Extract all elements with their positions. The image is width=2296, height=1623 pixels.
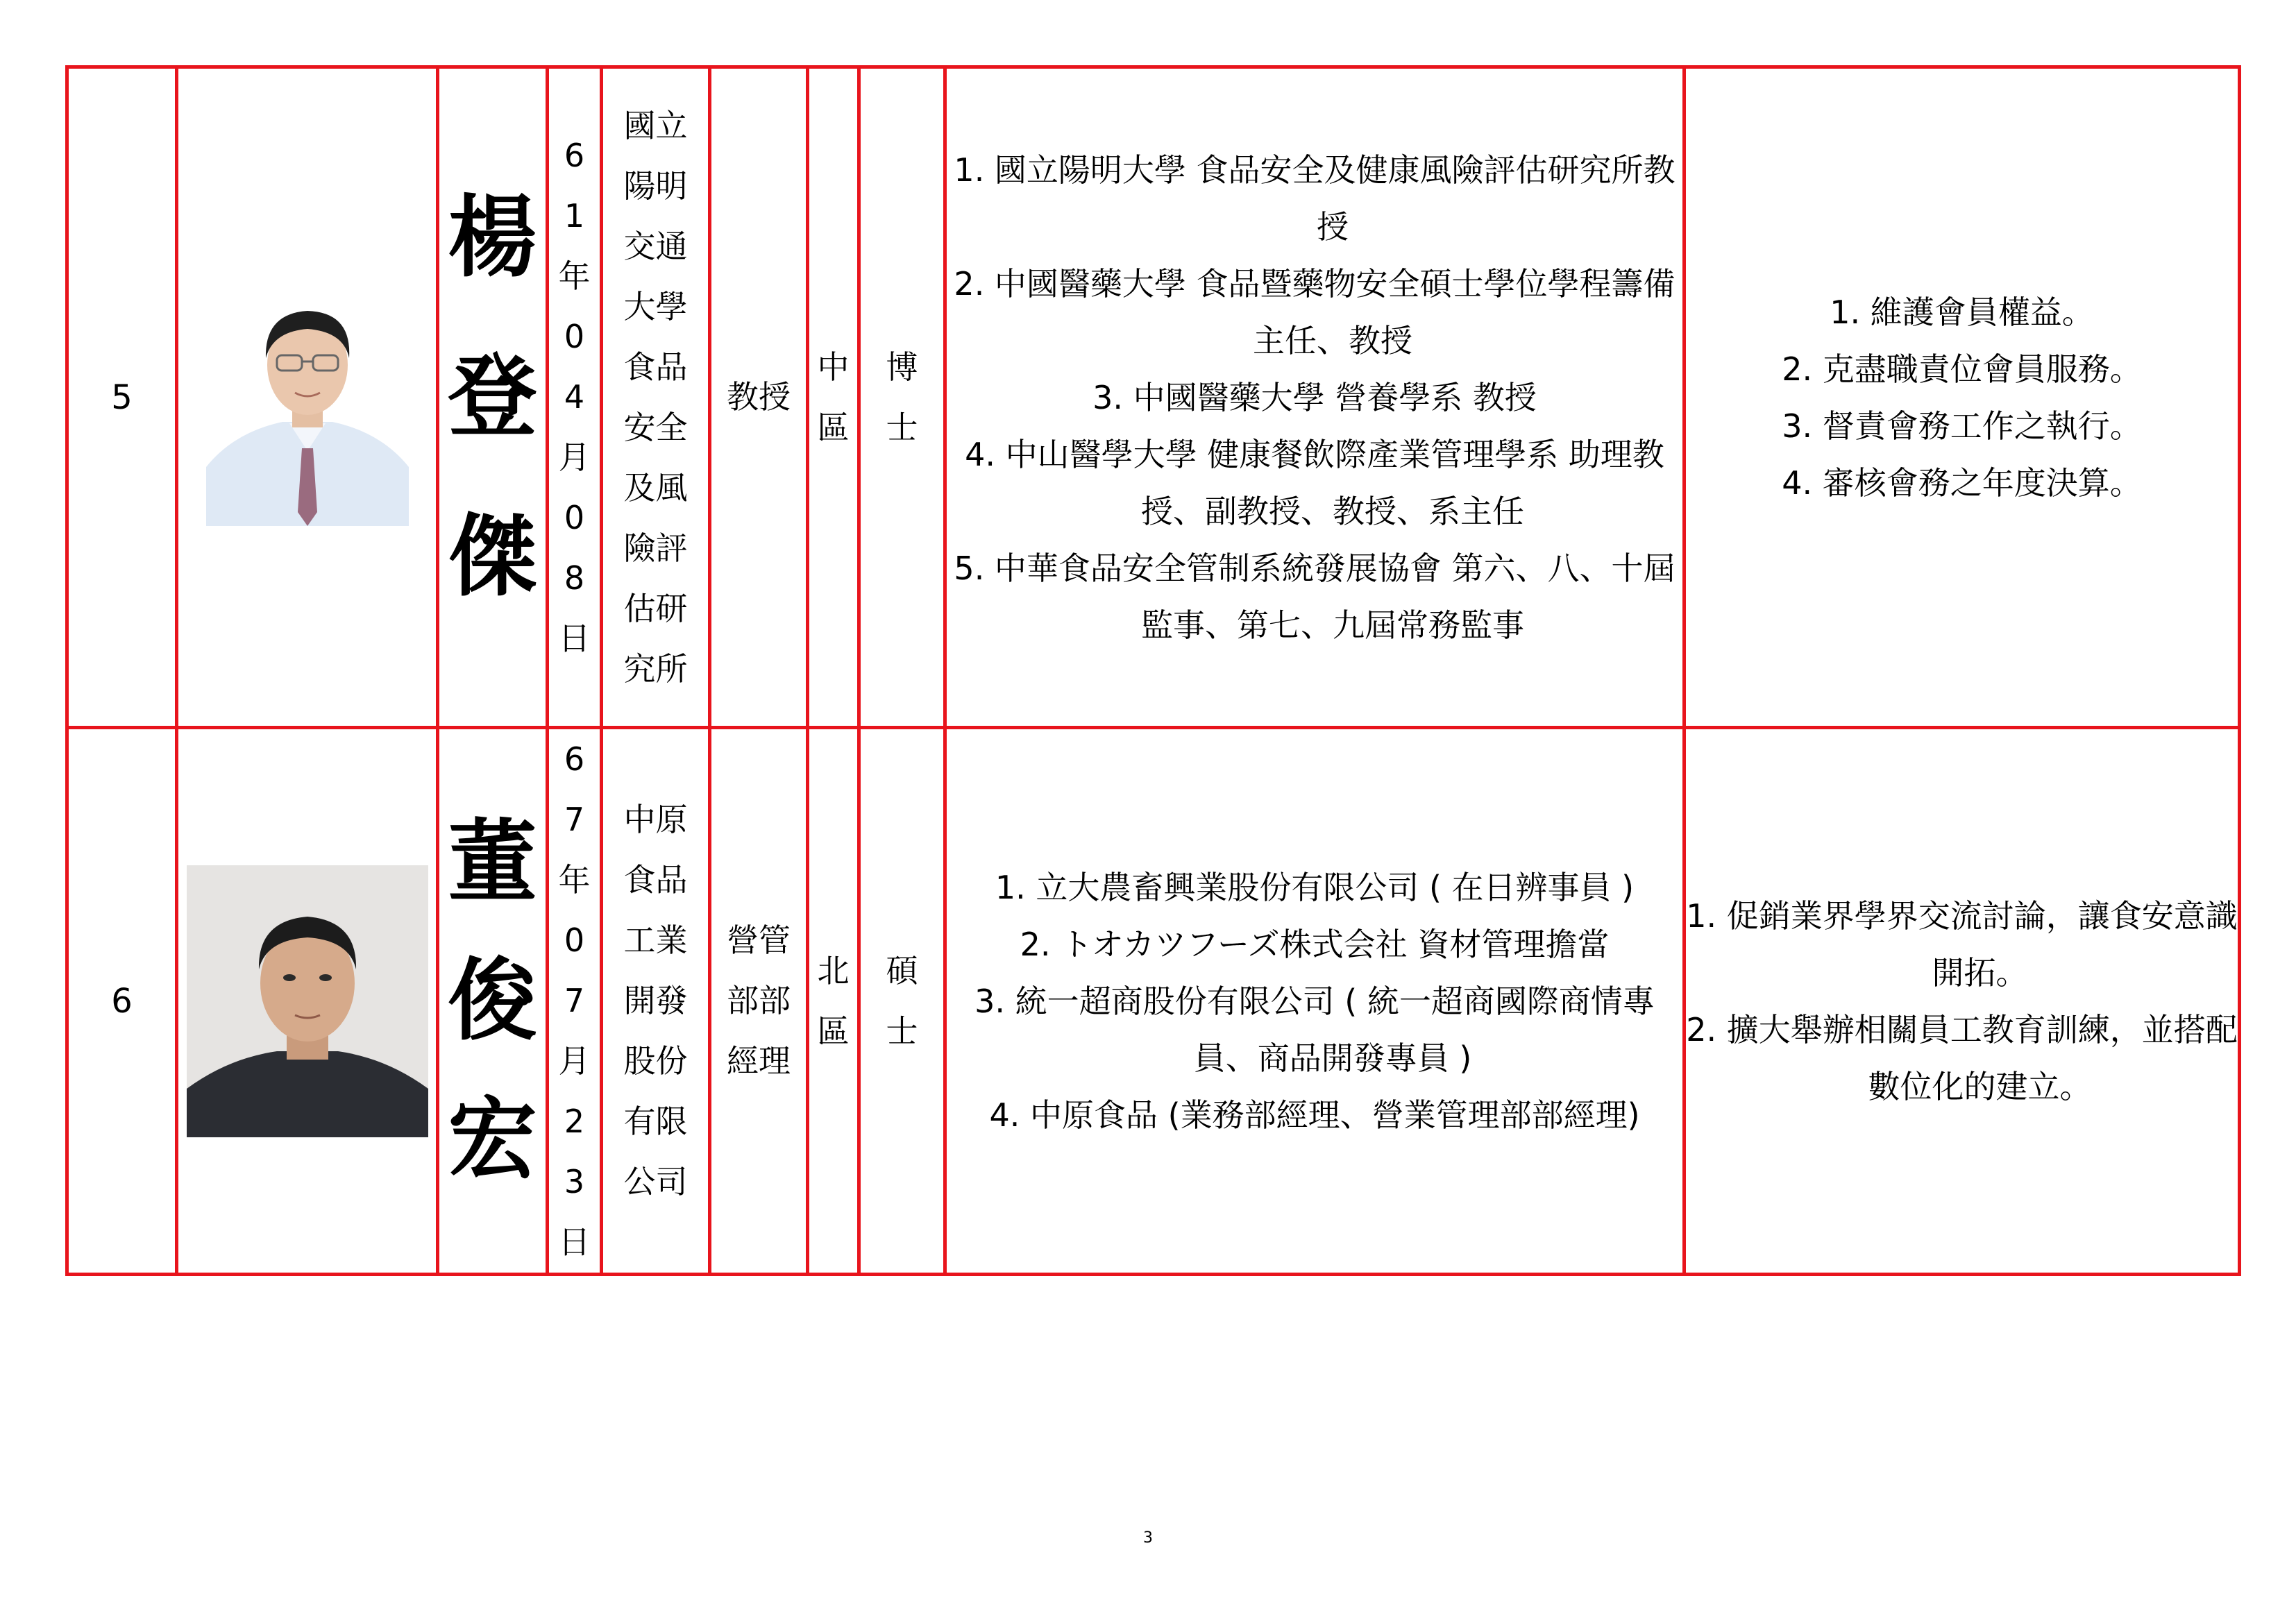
photo-cell (177, 728, 438, 1275)
job-title: 教授 (710, 67, 808, 728)
degree: 博 士 (859, 67, 945, 728)
region: 北 區 (808, 728, 859, 1275)
list-item: 1. 促銷業界學界交流討論，讓食安意識開拓。 (1686, 897, 2238, 992)
page-number: 3 (1143, 1529, 1153, 1547)
birth-date: 6 1 年 0 4 月 0 8 日 (548, 67, 602, 728)
experience-list (945, 67, 1685, 728)
candidate-name: 楊 登 傑 (438, 67, 548, 728)
candidate-photo (206, 269, 409, 526)
table-row (67, 67, 2240, 728)
birth-date: 6 7 年 0 7 月 2 3 日 (548, 728, 602, 1275)
list-item: 4. 審核會務之年度決算。 (1782, 464, 2142, 502)
experience-list (945, 728, 1685, 1275)
list-item: 1. 國立陽明大學 食品安全及健康風險評估研究所教授 (954, 151, 1675, 246)
candidate-photo (187, 865, 428, 1137)
goals-list (1685, 728, 2240, 1275)
list-item: 3. 統一超商股份有限公司 ( 統一超商國際商情專員、商品開發專員 ) (974, 982, 1655, 1077)
list-item: 3. 督責會務工作之執行。 (1782, 407, 2142, 445)
region: 中 區 (808, 67, 859, 728)
list-item: 2. トオカツフーズ株式会社 資材管理擔當 (1020, 925, 1610, 963)
photo-cell (177, 67, 438, 728)
list-item: 1. 立大農畜興業股份有限公司 ( 在日辨事員 ) (995, 868, 1635, 906)
candidate-table (65, 65, 2241, 1276)
list-item: 3. 中國醫藥大學 營養學系 教授 (1092, 378, 1537, 416)
list-item: 4. 中原食品 (業務部經理、營業管理部部經理) (989, 1096, 1640, 1134)
list-item: 4. 中山醫學大學 健康餐飲際產業管理學系 助理教授、副教授、教授、系主任 (965, 435, 1664, 530)
row-number: 6 (67, 728, 177, 1275)
organization: 國立 陽明 交通 大學 食品 安全 及風 險評 估研 究所 (602, 67, 710, 728)
list-item: 5. 中華食品安全管制系統發展協會 第六、八、十屆監事、第七、九屆常務監事 (954, 549, 1675, 644)
table-row (67, 728, 2240, 1275)
goals-list (1685, 67, 2240, 728)
row-number: 5 (67, 67, 177, 728)
list-item: 2. 克盡職責位會員服務。 (1782, 350, 2142, 388)
list-item: 2. 擴大舉辦相關員工教育訓練，並搭配數位化的建立。 (1686, 1010, 2238, 1105)
job-title: 營管 部部 經理 (710, 728, 808, 1275)
list-item: 2. 中國醫藥大學 食品暨藥物安全碩士學位學程籌備主任、教授 (954, 264, 1675, 359)
organization: 中原 食品 工業 開發 股份 有限 公司 (602, 728, 710, 1275)
candidate-name: 董 俊 宏 (438, 728, 548, 1275)
degree: 碩 士 (859, 728, 945, 1275)
list-item: 1. 維護會員權益。 (1830, 293, 2094, 331)
